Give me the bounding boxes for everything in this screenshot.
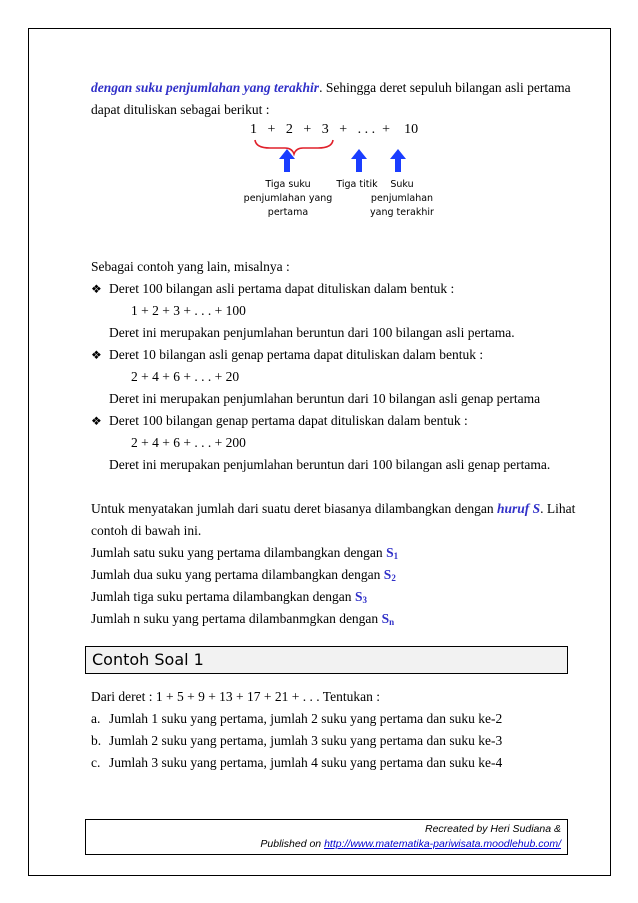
symbol-row-text: Jumlah dua suku yang pertama dilambangkan dengan — [91, 567, 384, 582]
symbol-letter: S — [381, 611, 390, 626]
example-formula: 2 + 4 + 6 + . . . + 200 — [131, 435, 246, 450]
contoh-part — [91, 710, 502, 728]
symbol-letter: S — [386, 545, 394, 560]
symbol-subscript: 3 — [362, 595, 367, 605]
contoh-question: Dari deret : 1 + 5 + 9 + 13 + 17 + 21 + . . . Tentukan : — [91, 689, 380, 704]
part-text: Jumlah 3 suku yang pertama, jumlah 4 suku yang pertama dan suku ke-4 — [109, 755, 503, 770]
footer-credit: Recreated by Heri Sudiana & — [425, 823, 561, 835]
intro-line-1 — [91, 79, 571, 97]
symbol-intro-text: Untuk menyatakan jumlah dari suatu deret biasanya dilambangkan dengan — [91, 501, 497, 516]
diamond-bullet-icon: ❖ — [91, 282, 102, 296]
label-line: penjumlahan yang — [243, 193, 333, 204]
symbol-row-text: Jumlah tiga suku pertama dilambangkan dengan — [91, 589, 355, 604]
arrow-up-icon — [389, 148, 407, 172]
diamond-bullet-icon: ❖ — [91, 348, 102, 362]
example-note: Deret ini merupakan penjumlahan beruntun dari 100 bilangan asli pertama. — [109, 325, 515, 340]
example-note: Deret ini merupakan penjumlahan beruntun dari 10 bilangan asli genap pertama — [109, 391, 541, 406]
footer-published-label: Published on — [260, 838, 325, 850]
diagram-graphics — [250, 138, 410, 178]
symbol-subscript: 2 — [391, 573, 396, 583]
label-line: yang terakhir — [370, 207, 434, 218]
example-bullet — [91, 412, 468, 430]
example-formula: 1 + 2 + 3 + . . . + 100 — [131, 303, 246, 318]
part-text: Jumlah 2 suku yang pertama, jumlah 3 suku yang pertama dan suku ke-3 — [109, 733, 503, 748]
example-bullet — [91, 346, 483, 364]
arrow-up-icon — [350, 148, 368, 172]
series-expression: 1 + 2 + 3 + . . . + 10 — [250, 122, 419, 137]
symbol-letter: S — [354, 589, 363, 604]
examples-lead: Sebagai contoh yang lain, misalnya : — [91, 259, 290, 274]
label-line: pertama — [267, 207, 309, 218]
part-letter: b. — [91, 733, 102, 748]
symbol-letter: S — [383, 567, 392, 582]
symbol-subscript: n — [389, 617, 395, 627]
bullet-text: Deret 10 bilangan asli genap pertama dapat dituliskan dalam bentuk : — [109, 347, 484, 362]
example-note: Deret ini merupakan penjumlahan beruntun dari 100 bilangan asli genap pertama. — [109, 457, 551, 472]
symbol-row — [91, 566, 396, 587]
example-formula: 2 + 4 + 6 + . . . + 20 — [131, 369, 240, 384]
diamond-bullet-icon: ❖ — [91, 414, 102, 428]
symbol-row — [91, 588, 367, 609]
symbol-row — [91, 544, 398, 565]
symbol-intro-end: . Lihat — [540, 501, 576, 516]
part-letter: c. — [91, 755, 101, 770]
symbol-intro-line-2: contoh di bawah ini. — [91, 523, 202, 538]
intro-line-2: dapat dituliskan sebagai berikut : — [91, 102, 270, 117]
contoh-soal-title: Contoh Soal 1 — [92, 650, 204, 669]
symbol-intro-line-1 — [91, 500, 575, 518]
label-first-three — [232, 178, 344, 220]
footer-published — [260, 838, 561, 850]
symbol-subscript: 1 — [393, 551, 399, 561]
label-line: penjumlahan — [370, 193, 434, 204]
label-line: Tiga suku — [265, 179, 311, 190]
intro-emphasis: dengan suku penjumlahan yang terakhir — [91, 80, 320, 95]
part-letter: a. — [91, 711, 101, 726]
example-bullet — [91, 280, 454, 298]
symbol-row — [91, 610, 394, 631]
bullet-text: Deret 100 bilangan asli pertama dapat dituliskan dalam bentuk : — [109, 281, 455, 296]
footer-link[interactable]: http://www.matematika-pariwisata.moodlehub.com/ — [324, 838, 561, 850]
bullet-text: Deret 100 bilangan genap pertama dapat dituliskan dalam bentuk : — [109, 413, 468, 428]
contoh-part — [91, 732, 502, 750]
label-line: Suku — [390, 179, 414, 190]
symbol-row-text: Jumlah n suku yang pertama dilambanmgkan dengan — [91, 611, 382, 626]
contoh-part — [91, 754, 502, 772]
symbol-row-text: Jumlah satu suku yang pertama dilambangkan dengan — [91, 545, 387, 560]
contoh-soal-header — [85, 646, 568, 674]
label-last — [370, 178, 434, 220]
part-text: Jumlah 1 suku yang pertama, jumlah 2 suku yang pertama dan suku ke-2 — [109, 711, 503, 726]
label-dots: Tiga titik — [336, 179, 378, 190]
footer — [85, 819, 568, 855]
intro-rest: . Sehingga deret sepuluh bilangan asli pertama — [319, 80, 571, 95]
symbol-emphasis: huruf S — [497, 501, 541, 516]
arrow-up-icon — [278, 148, 296, 172]
